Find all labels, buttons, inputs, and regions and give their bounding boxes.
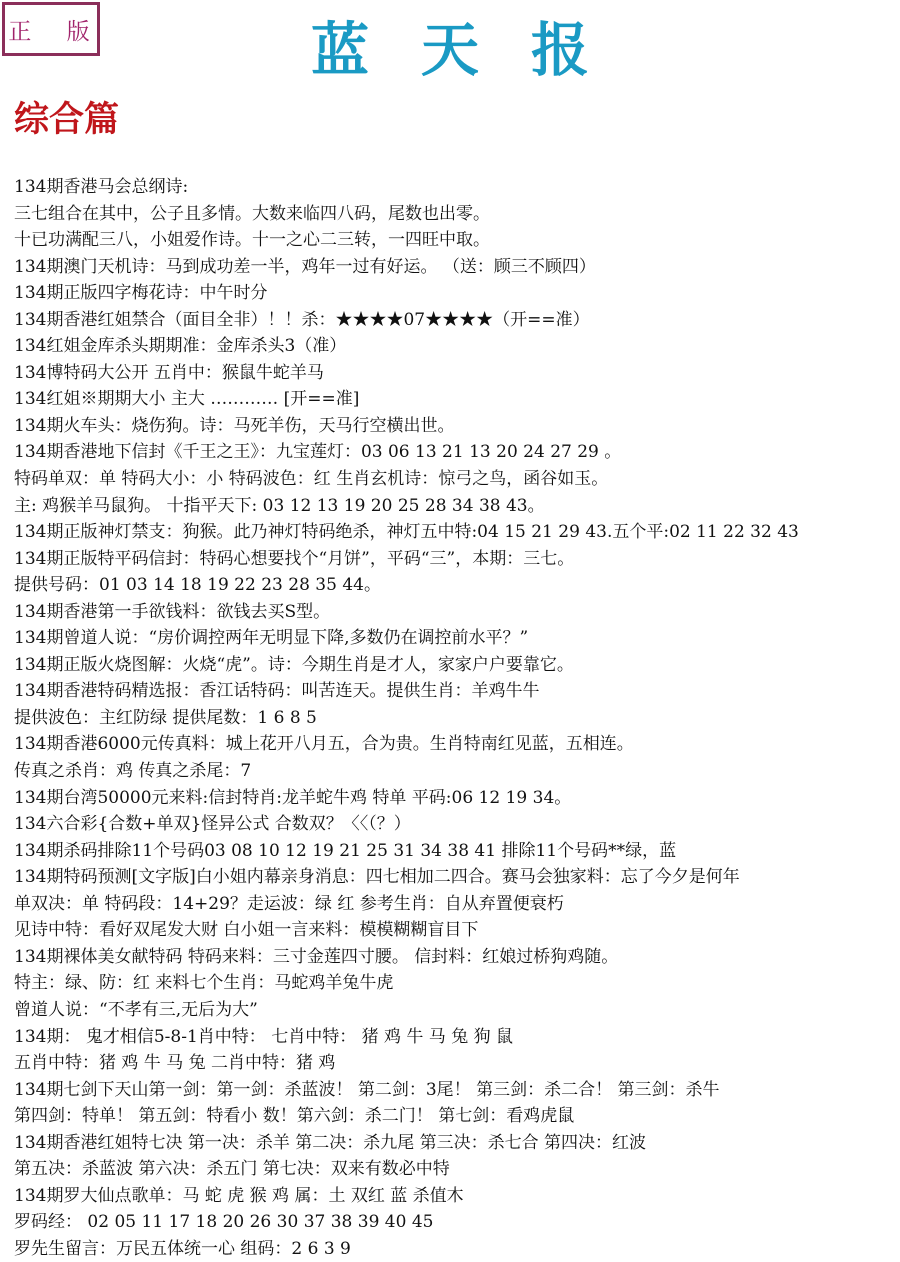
text-line: 提供号码：01 03 14 18 19 22 23 28 35 44。 — [14, 575, 381, 596]
text-line: 134红姐※期期大小 主大 ………… [开==准] — [14, 389, 360, 410]
text-line: 罗先生留言：万民五体统一心 组码：2 6 3 9 — [14, 1238, 351, 1259]
text-line: 134期香港红姐特七决 第一决：杀羊 第二决：杀九尾 第三决：杀七合 第四决：红波 — [14, 1132, 647, 1153]
text-line: 传真之杀肖：鸡 传真之杀尾：7 — [14, 761, 252, 782]
article-body — [14, 174, 900, 1262]
text-line: 134期香港地下信封《千王之王》：九宝莲灯：03 06 13 21 13 20 24 27 29 。 — [14, 442, 622, 463]
text-line: 134期特码预测[文字版]白小姐内幕亲身消息：四七相加二四合。赛马会独家料：忘了今夕是何年 — [14, 867, 740, 888]
text-line: 134六合彩{合数+单双}怪异公式 合数双？〈〈（？） — [14, 814, 411, 835]
text-line: 134红姐金库杀头期期准：金库杀头3（准） — [14, 336, 347, 357]
text-line: 134博特码大公开 五肖中：猴鼠牛蛇羊马 — [14, 362, 324, 383]
text-line: 134期： 鬼才相信5-8-1肖中特： 七肖中特： 猪 鸡 牛 马 兔 狗 鼠 — [14, 1026, 514, 1047]
newspaper-masthead: 蓝天报 — [310, 16, 641, 84]
text-line: 134期正版火烧图解：火烧“虎”。诗：今期生肖是才人，家家户户要靠它。 — [14, 654, 574, 675]
text-line: 134期香港特码精选报：香江话特码：叫苦连天。提供生肖：羊鸡牛牛 — [14, 681, 540, 702]
text-line: 134期裸体美女献特码 特码来料：三寸金莲四寸腰。 信封料：红娘过桥狗鸡随。 — [14, 946, 619, 967]
text-line: 曾道人说：“不孝有三,无后为大” — [14, 999, 258, 1020]
text-line: 第四剑：特单！ 第五剑：特看小 数！第六剑：杀二门！ 第七剑：看鸡虎鼠 — [14, 1106, 575, 1127]
text-line: 三七组合在其中，公子且多情。大数来临四八码，尾数也出零。 — [14, 203, 490, 224]
text-line: 134期曾道人说：“房价调控两年无明显下降,多数仍在调控前水平？” — [14, 628, 529, 649]
text-line: 见诗中特：看好双尾发大财 白小姐一言来料：模模糊糊盲目下 — [14, 920, 479, 941]
text-line: 134期七剑下天山第一剑：第一剑：杀蓝波！ 第二剑：3尾！ 第三剑：杀二合！ 第三剑：杀牛 — [14, 1079, 720, 1100]
text-line: 罗码经： 02 05 11 17 18 20 26 30 37 38 39 40 45 — [14, 1212, 434, 1233]
text-line: 第五决：杀蓝波 第六决：杀五门 第七决：双来有数必中特 — [14, 1159, 450, 1180]
text-line: 134期香港红姐禁合（面目全非）！！杀：★★★★07★★★★（开==准） — [14, 309, 590, 330]
text-line: 134期香港第一手欲钱料：欲钱去买S型。 — [14, 601, 331, 622]
text-line: 134期罗大仙点歌单：马 蛇 虎 猴 鸡 属：土 双红 蓝 杀值木 — [14, 1185, 464, 1206]
text-line: 提供波色：主红防绿 提供尾数：1 6 8 5 — [14, 707, 317, 728]
text-line: 单双决：单 特码段：14+29？走运波：绿 红 参考生肖：自从弃置便衰朽 — [14, 893, 564, 914]
text-line: 特码单双：单 特码大小：小 特码波色：红 生肖玄机诗：惊弓之鸟，函谷如玉。 — [14, 469, 609, 490]
text-line: 主: 鸡猴羊马鼠狗。 十指平天下: 03 12 13 19 20 25 28 34 38 43。 — [14, 495, 545, 516]
text-line: 134期香港马会总纲诗: — [14, 177, 189, 197]
text-line: 134期杀码排除11个号码03 08 10 12 19 21 25 31 34 38 41 排除11个号码**绿，蓝 — [14, 840, 677, 861]
text-line: 134期香港6000元传真料：城上花开八月五，合为贵。生肖特南红见蓝，五相连。 — [14, 734, 634, 755]
text-line: 134期正版神灯禁支：狗猴。此乃神灯特码绝杀，神灯五中特:04 15 21 29 43.五个平:02 11 22 32 43 — [14, 522, 799, 543]
text-line: 134期澳门天机诗：马到成功差一半，鸡年一过有好运。 （送：顾三不顾四） — [14, 256, 596, 277]
text-line: 十已功满配三八，小姐爱作诗。十一之心二三转，一四旺中取。 — [14, 230, 490, 251]
text-line: 134期火车头：烧伤狗。诗：马死羊伤，天马行空横出世。 — [14, 415, 455, 436]
text-line: 134期正版特平码信封：特码心想要找个“月饼”，平码“三”，本期：三七。 — [14, 548, 575, 569]
text-line: 五肖中特：猪 鸡 牛 马 兔 二肖中特：猪 鸡 — [14, 1053, 336, 1074]
edition-badge-label: 正 版 — [8, 18, 104, 45]
text-line: 134期台湾50000元来料:信封特肖:龙羊蛇牛鸡 特单 平码:06 12 19 34。 — [14, 787, 572, 808]
text-line: 134期正版四字梅花诗：中午时分 — [14, 283, 268, 304]
section-title: 综合篇 — [14, 99, 120, 140]
text-line: 特主：绿、防：红 来料七个生肖：马蛇鸡羊兔牛虎 — [14, 973, 394, 994]
